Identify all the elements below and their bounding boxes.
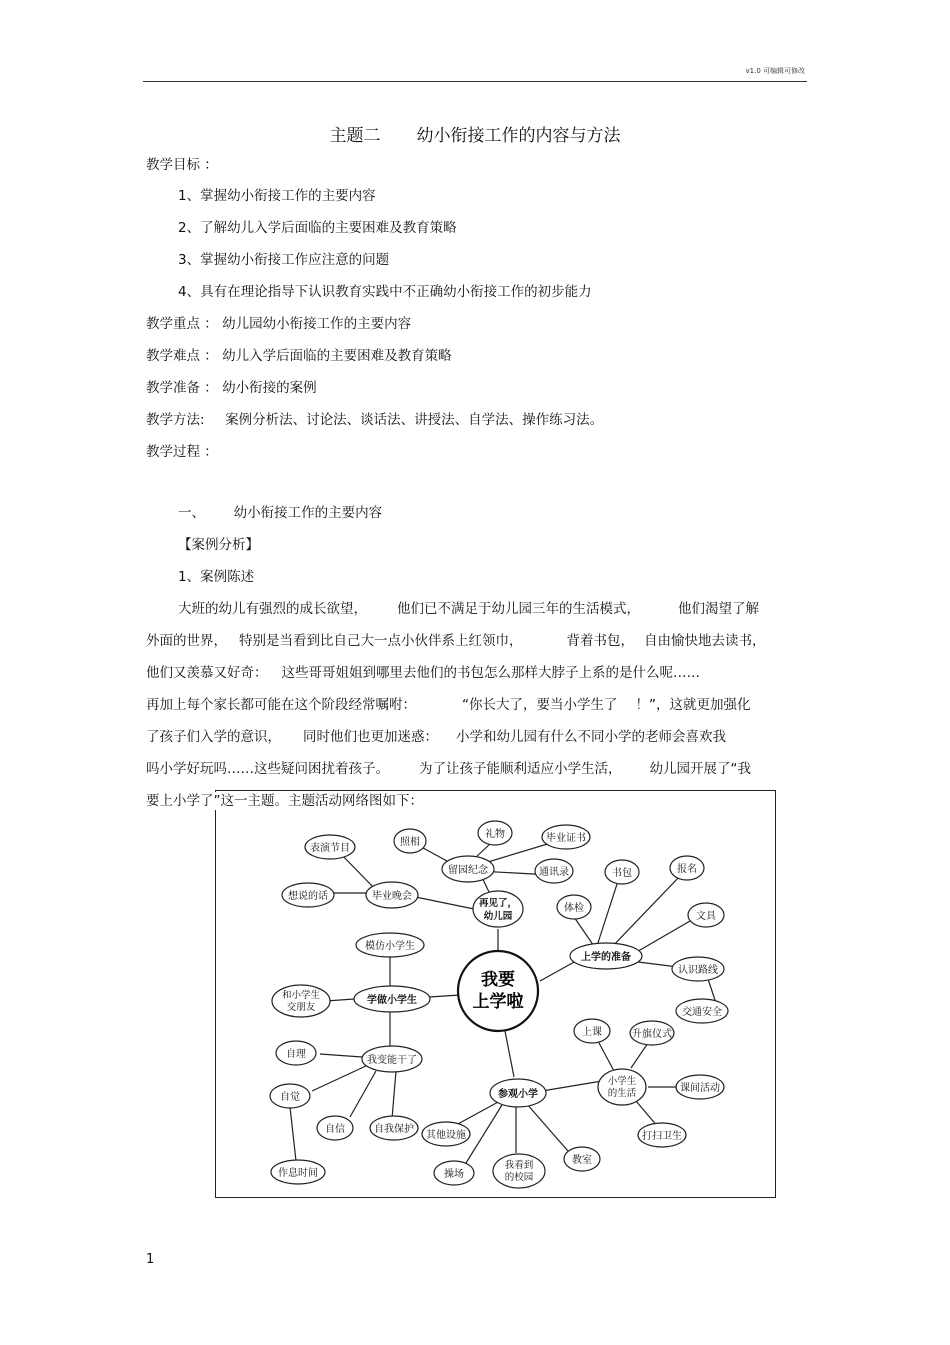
node-label: 我变能干了 (367, 1055, 417, 1066)
paragraph-line (146, 792, 429, 810)
mind-map-svg (216, 791, 775, 1197)
node-label: 学做小学生 (367, 995, 417, 1006)
paragraph-line (146, 632, 766, 650)
center-label: 我要 (481, 970, 515, 990)
objectives-label: 教学目标 ： (146, 157, 218, 173)
text-run: 自由愉快地去读书， (644, 633, 766, 649)
page-number: 1 (146, 1252, 155, 1267)
node-label: 自觉 (280, 1092, 300, 1103)
node-label: 打扫卫生 (642, 1131, 682, 1142)
node-label: 其他设施 (426, 1130, 466, 1141)
objective-item: 3、掌握幼小衔接工作应注意的问题 (178, 252, 390, 268)
header-rule (143, 81, 807, 82)
node-label: 体检 (564, 903, 584, 914)
text-run: ！”，这就更加强化 (635, 697, 751, 713)
key-point (146, 315, 411, 333)
page-title (0, 121, 950, 146)
difficulty-text: 幼儿入学后面临的主要困难及教育策略 (222, 348, 452, 364)
text-run: 大班的幼儿有强烈的成长欲望， (178, 601, 367, 617)
node-label: 认识路线 (678, 965, 718, 976)
preparation-label: 教学准备 ： (146, 380, 218, 396)
paragraph-line (178, 600, 759, 618)
text-run: 外面的世界， (146, 633, 227, 649)
node-label: 自理 (286, 1049, 306, 1060)
text-run: 小学和幼儿园有什么不同小学的老师会喜欢我 (456, 729, 726, 745)
case-label: 【案例分析】 (178, 537, 259, 553)
title-part1: 主题二 (329, 126, 381, 146)
paragraph-line (146, 664, 700, 682)
version-label: v1.0 可编辑可修改 (745, 67, 805, 75)
preparation (146, 379, 317, 397)
objective-item: 4、具有在理论指导下认识教育实践中不正确幼小衔接工作的初步能力 (178, 284, 592, 300)
node-label: 的校园 (504, 1172, 534, 1183)
node-label: 书包 (612, 868, 632, 879)
node-label: 通讯录 (539, 867, 569, 878)
node-label: 表演节目 (310, 843, 350, 854)
text-run: 再加上每个家长都可能在这个阶段经常嘱咐： (146, 697, 416, 713)
node-label: 教室 (572, 1155, 592, 1166)
node-label: 自信 (325, 1124, 345, 1135)
method (146, 411, 603, 429)
text-run: 他们又羡慕又好奇： (146, 665, 268, 681)
text-run: 吗小学好玩吗……这些疑问困扰着孩子。 (146, 761, 389, 777)
node-label: 作息时间 (278, 1168, 318, 1179)
process-label: 教学过程 ： (146, 444, 218, 460)
mind-map-figure (215, 790, 776, 1198)
node-label: 自我保护 (374, 1124, 414, 1135)
case-subheading: 1、案例陈述 (178, 569, 255, 585)
node-label: 小学生 (607, 1076, 637, 1087)
node-label: 上学的准备 (581, 952, 631, 963)
difficulty (146, 347, 452, 365)
text-run: 幼儿园开展了“我 (649, 761, 751, 777)
objective-item: 2、了解幼儿入学后面临的主要困难及教育策略 (178, 220, 457, 236)
node-label: 想说的话 (288, 891, 328, 902)
key-point-text: 幼儿园幼小衔接工作的主要内容 (222, 316, 412, 332)
node-label: 留园纪念 (448, 865, 488, 876)
text-run: 背着书包， (566, 633, 634, 649)
text-run: 了孩子们入学的意识， (146, 729, 281, 745)
method-label: 教学方法: (146, 412, 205, 428)
node-label: 交通安全 (682, 1007, 722, 1018)
node-label: 幼儿园 (483, 911, 513, 922)
section-heading (178, 504, 382, 522)
text-run: 特别是当看到比自己大一点小伙伴系上红领巾， (239, 633, 523, 649)
text-run: 他们已不满足于幼儿园三年的生活模式， (397, 601, 640, 617)
node-label: 操场 (444, 1169, 464, 1180)
node-label: 报名 (677, 864, 697, 875)
node-label: 再见了， (478, 898, 518, 909)
node-label: 和小学生 (281, 990, 321, 1001)
node-label: 模仿小学生 (365, 941, 415, 952)
text-run: 要上小学了”这一主题。主题活动网络图如下： (146, 793, 423, 809)
node-label: 课间活动 (680, 1083, 720, 1094)
node-label: 毕业晚会 (372, 891, 412, 902)
node-label: 升旗仪式 (632, 1029, 672, 1040)
text-run: 同时他们也更加迷惑： (303, 729, 438, 745)
section-number: 一、 (178, 505, 205, 521)
text-run: 他们渴望了解 (678, 601, 759, 617)
node-label: 文具 (696, 911, 716, 922)
section-title: 幼小衔接工作的主要内容 (233, 505, 383, 521)
text-run: 为了让孩子能顺利适应小学生活， (419, 761, 622, 777)
node-label: 参观小学 (498, 1089, 538, 1100)
mind-map-center (458, 951, 538, 1031)
node-label: 照相 (400, 837, 420, 848)
key-point-label: 教学重点 ： (146, 316, 218, 332)
paragraph-line (146, 696, 751, 714)
node-label: 的生活 (607, 1088, 637, 1099)
node-label: 礼物 (485, 829, 505, 840)
node-label: 上课 (582, 1027, 602, 1038)
preparation-text: 幼小衔接的案例 (222, 380, 317, 396)
text-run: 这些哥哥姐姐到哪里去他们的书包怎么那样大脖子上系的是什么呢…… (281, 665, 700, 681)
center-label: 上学啦 (472, 992, 524, 1012)
difficulty-label: 教学难点 ： (146, 348, 218, 364)
title-part2: 幼小衔接工作的内容与方法 (416, 126, 621, 146)
method-text: 案例分析法、讨论法、谈话法、讲授法、自学法、操作练习法。 (225, 412, 604, 428)
node-label: 我看到 (504, 1160, 534, 1171)
node-label: 交朋友 (286, 1002, 316, 1013)
paragraph-line (146, 760, 751, 778)
text-run: “你长大了，要当小学生了 (462, 697, 618, 713)
node-label: 毕业证书 (546, 833, 586, 844)
paragraph-line (146, 728, 726, 746)
objective-item: 1、掌握幼小衔接工作的主要内容 (178, 188, 376, 204)
